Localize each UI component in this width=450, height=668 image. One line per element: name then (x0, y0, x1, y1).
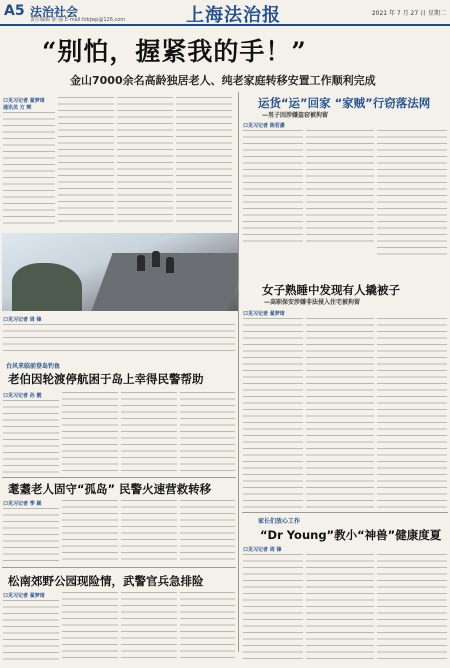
elder-text-col-2 (62, 500, 118, 564)
island-text-col-2 (62, 392, 118, 474)
lead-subhead: 金山7000余名高龄独居老人、纯老家庭转移安置工作顺利完成 (70, 74, 376, 87)
editor-line: 责任编辑 陈 强 E-mail:fzbjwp@126.com (30, 17, 126, 23)
lead-text-col-4 (176, 97, 232, 227)
doctor-headline: “Dr Young”教小“神兽”健康度夏 (260, 528, 442, 542)
lead-text-col-1 (3, 112, 55, 227)
theft-text-col-1 (243, 318, 303, 508)
section-divider (2, 477, 236, 478)
firefighter-figure (152, 251, 160, 267)
firefighter-figure (137, 255, 145, 271)
elder-byline: 口见习记者 季 颖 (3, 501, 42, 507)
doctor-text-col-3 (377, 554, 447, 662)
island-text-col-1 (3, 400, 59, 474)
doctor-text-col-2 (306, 554, 374, 662)
island-byline: 口见习记者 孙 靓 (3, 393, 42, 399)
column-divider (238, 92, 239, 652)
transport-text-col-1 (243, 130, 303, 245)
rooftop-byline: 口见习记者 周 锋 (3, 317, 42, 323)
page-header (0, 0, 450, 26)
park-text-col-4 (180, 592, 235, 662)
theft-text-col-2 (306, 318, 374, 508)
transport-subhead: —男子因涉嫌盗窃被拘留 (262, 112, 329, 119)
elder-text-col-1 (3, 508, 59, 564)
issue-date: 2021 年 7 月 27 日 星期二 (371, 10, 446, 17)
island-text-col-4 (180, 392, 235, 474)
park-text-col-1 (3, 600, 59, 662)
lead-byline: 口见习记者 翟梦琦 (3, 98, 45, 104)
theft-subhead: —高职保安涉嫌非法侵入住宅被拘留 (264, 299, 361, 306)
lead-correspondent: 通讯员 方 辉 (3, 105, 32, 111)
doctor-tag: 家长们放心工作 (258, 518, 301, 525)
roof-shape (91, 253, 238, 311)
rooftop-text (3, 324, 235, 354)
elder-text-col-4 (180, 500, 235, 564)
doctor-text-col-1 (243, 554, 303, 662)
theft-headline: 女子熟睡中发现有人撬被子 (262, 283, 400, 297)
lead-text-col-3 (117, 97, 173, 227)
transport-byline: 口见习记者 陈若潇 (243, 123, 285, 129)
section-divider (242, 512, 448, 513)
park-headline: 松南郊野公园现险情，武警官兵急排险 (8, 574, 204, 588)
theft-text-col-3 (377, 318, 447, 508)
park-byline: 口见习记者 翟梦琦 (3, 593, 45, 599)
lead-headline: “别怕，握紧我的手！” (42, 37, 307, 66)
park-text-col-2 (62, 592, 118, 662)
page-number: A5 (4, 3, 25, 19)
section-divider (2, 567, 236, 568)
park-text-col-3 (121, 592, 177, 662)
transport-headline: 运货“运”回家 “家贼”行窃落法网 (258, 96, 431, 110)
theft-byline: 口见习记者 翟梦琦 (243, 311, 285, 317)
firefighter-figure (166, 257, 174, 273)
firefighter-rooftop-photo (2, 233, 238, 311)
section-title: 法治社会 (30, 5, 79, 19)
transport-text-col-3 (377, 130, 447, 255)
elder-text-col-3 (121, 500, 177, 564)
elder-headline: 耄耋老人固守“孤岛” 民警火速营救转移 (8, 482, 212, 496)
transport-text-col-2 (306, 130, 374, 245)
island-headline: 老伯因轮渡停航困于岛上幸得民警帮助 (8, 372, 204, 386)
doctor-byline: 口见习记者 周 锋 (243, 547, 282, 553)
island-text-col-3 (121, 392, 177, 474)
tree-shape (12, 263, 82, 311)
island-tag: 台风来临前登岛钓鱼 (6, 363, 61, 370)
newspaper-masthead: 上海法治报 (186, 5, 281, 26)
lead-text-col-2 (58, 97, 114, 227)
